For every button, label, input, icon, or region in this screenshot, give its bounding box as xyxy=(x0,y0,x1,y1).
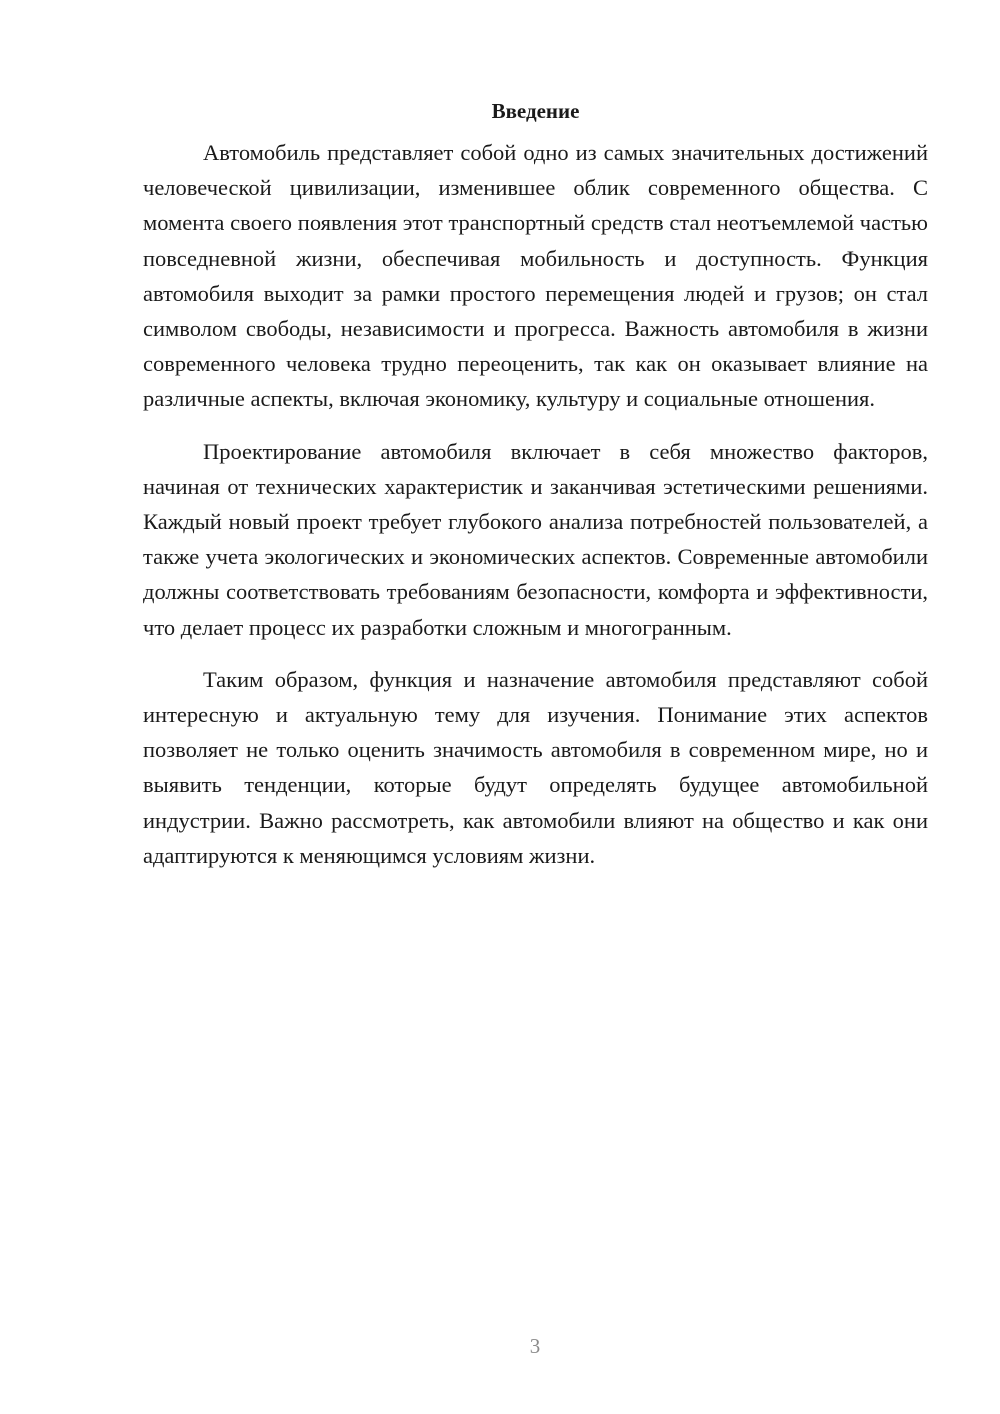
page-content xyxy=(143,96,928,873)
page-number: 3 xyxy=(529,1334,541,1358)
paragraph-2: Проектирование автомобиля включает в себя множество факторов, начиная от технических характеристик и заканчивая эстетическими решениями. Каждый новый проект требует глубокого анализа потребностей пользователей, а также учета экологических и экономических аспектов. Современные автомобили должны соответствовать требованиям безопасности, комфорта и эффективности, что делает процесс их разработки сложным и многогранным. xyxy=(143,438,928,640)
page-title: Введение xyxy=(491,99,580,123)
paragraph-3: Таким образом, функция и назначение автомобиля представляют собой интересную и актуальную тему для изучения. Понимание этих аспектов позволяет не только оценить значимость автомобиля в современном мире, но и выявить тенденции, которые будут определять будущее автомобильной индустрии. Важно рассмотреть, как автомобили влияют на общество и как они адаптируются к меняющимся условиям жизни. xyxy=(143,666,928,868)
paragraph-1: Автомобиль представляет собой одно из самых значительных достижений человеческой цивилизации, изменившее облик современного общества. С момента своего появления этот транспортный средств стал неотъемлемой частью повседневной жизни, обеспечивая мобильность и доступность. Функция автомобиля выходит за рамки простого перемещения людей и грузов; он стал символом свободы, независимости и прогресса. Важность автомобиля в жизни современного человека трудно переоценить, так как он оказывает влияние на различные аспекты, включая экономику, культуру и социальные отношения. xyxy=(143,140,928,412)
